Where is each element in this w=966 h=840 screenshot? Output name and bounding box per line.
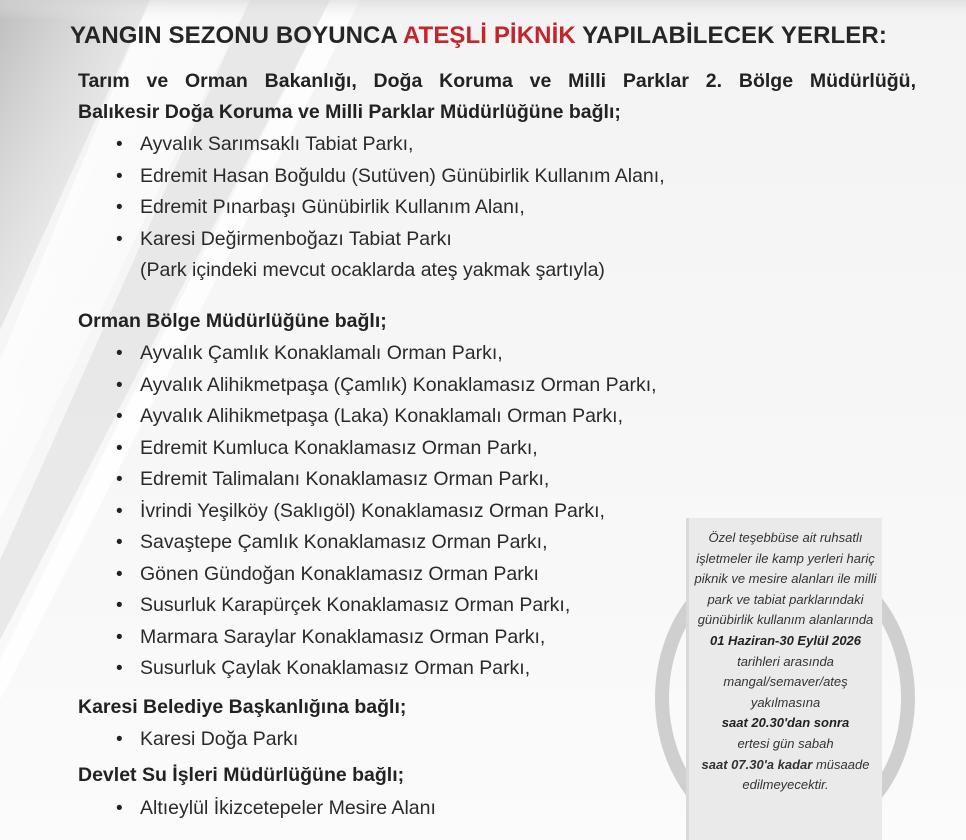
note-time-end: saat 07.30'a kadar <box>701 756 813 772</box>
bullet-icon: • <box>116 437 123 459</box>
bullet-icon: • <box>116 798 123 819</box>
bullet-icon: • <box>116 729 123 750</box>
note-line: park ve tabiat parklarındaki <box>707 591 864 607</box>
intro-line-1: Tarım ve Orman Bakanlığı, Doğa Koruma ve Milli Parklar 2. Bölge Müdürlüğü, <box>78 70 916 92</box>
intro-heading <box>78 66 916 128</box>
note-date-range: 01 Haziran-30 Eylül 2026 <box>709 632 862 648</box>
bullet-icon: • <box>116 563 123 585</box>
section4-heading: Devlet Su İşleri Müdürlüğüne bağlı; <box>78 764 405 786</box>
title-part2: YAPILABİLECEK YERLER: <box>575 22 887 49</box>
bullet-icon: • <box>116 374 123 396</box>
note-time-start: saat 20.30'dan sonra <box>721 715 850 731</box>
bullet-icon: • <box>116 134 123 155</box>
section2-heading: Orman Bölge Müdürlüğüne bağlı; <box>78 310 387 332</box>
note-line: ertesi gün sabah <box>737 735 834 751</box>
bullet-icon: • <box>116 228 123 250</box>
bullet-icon: • <box>116 626 123 648</box>
bullet-icon: • <box>116 343 123 364</box>
note-line: tarihleri arasında <box>737 653 834 669</box>
note-line: Özel teşebbüse ait ruhsatlı <box>708 530 863 545</box>
bullet-icon: • <box>116 469 123 490</box>
bullet-icon: • <box>116 532 123 553</box>
note-line: saat 07.30'a kadar müsaade <box>701 756 870 772</box>
bullet-icon: • <box>116 197 123 218</box>
title-accent: ATEŞLİ PİKNİK <box>402 22 576 49</box>
note-line: mangal/semaver/ateş <box>723 674 848 690</box>
bullet-icon: • <box>116 658 123 679</box>
title-part1: YANGIN SEZONU BOYUNCA <box>70 22 403 49</box>
bullet-icon: • <box>116 595 123 616</box>
note-line: piknik ve mesire alanları ile milli <box>694 571 877 587</box>
note-line: yakılmasına <box>750 694 821 710</box>
page-title <box>70 22 950 50</box>
document: YANGIN SEZONU BOYUNCA ATEŞLİ PİKNİK YAPILABİLECEK YERLER: Tarım ve Orman Bakanlığı, Doğa Koruma ve Milli Parklar 2. Bölge Müdürlüğü, Balıkesir Doğa Koruma ve Milli Parklar Müdürlüğüne bağlı; • Ayvalık Sarımsaklı Tabiat Parkı, • Edremit Hasan Boğuldu (Sutüven) Günübirlik Kullanım Alanı, • Edremit Pınarbaşı Günübirlik Kullanım Alanı, • Karesi Değirmenboğazı Tabiat Parkı (Park içindeki mevcut ocaklarda ateş yakmak şartıyla) Orman Bölge Müdürlüğüne bağlı; • Ayvalık Çamlık Konaklamalı Orman Parkı, • Ayvalık Alihikmetpaşa (Çamlık) Konaklamasız Orman Parkı, • Ayvalık Alihikmetpaşa (Laka) Konaklamalı Orman Parkı, • Edremit Kumluca Konaklamasız Orman Parkı, • Edremit Talimalanı Konaklamasız Orman Parkı, • İvrindi Yeşilköy (Saklıgöl) Konaklamasız Orman Parkı, • Savaştepe Çamlık Konaklamasız Orman Parkı, • Gönen Gündoğan Konaklamasız Orman Parkı • Susurluk Karapürçek Konaklamasız Orman Parkı, • Marmara Saraylar Konaklamasız Orman Parkı, • Susurluk Çaylak Konaklamasız Orman Parkı, Karesi Belediye Başkanlığına bağlı; • Karesi Doğa Parkı Devlet Su İşleri Müdürlüğüne bağlı; • Altıeylül İkizcetepeler Mesire Alanı Özel teşebbüse ait ruhsatlı işletmeler ile kamp yerleri hariç piknik ve mesire alanları ile milli park ve tabiat parklarındaki günübirlik kullanım alanlarında 01 Haziran-30 Eylül 2026 tarihleri arasında mangal/semaver/ateş yakılmasına saat 20.30'dan sonra ertesi gün sabah saat 07.30'a kadar müsaade edilmeyecektir. <box>0 0 966 840</box>
bullet-icon: • <box>116 406 123 427</box>
note-line: işletmeler ile kamp yerleri hariç <box>696 550 875 566</box>
section3-heading: Karesi Belediye Başkanlığına bağlı; <box>78 696 407 718</box>
side-note-box <box>686 518 882 840</box>
bullet-icon: • <box>116 165 123 187</box>
note-line: günübirlik kullanım alanlarında <box>697 612 874 628</box>
intro-line-2: Balıkesir Doğa Koruma ve Milli Parklar Müdürlüğüne bağlı; <box>78 101 621 123</box>
bullet-icon: • <box>116 500 123 522</box>
note-line: edilmeyecektir. <box>742 777 829 793</box>
